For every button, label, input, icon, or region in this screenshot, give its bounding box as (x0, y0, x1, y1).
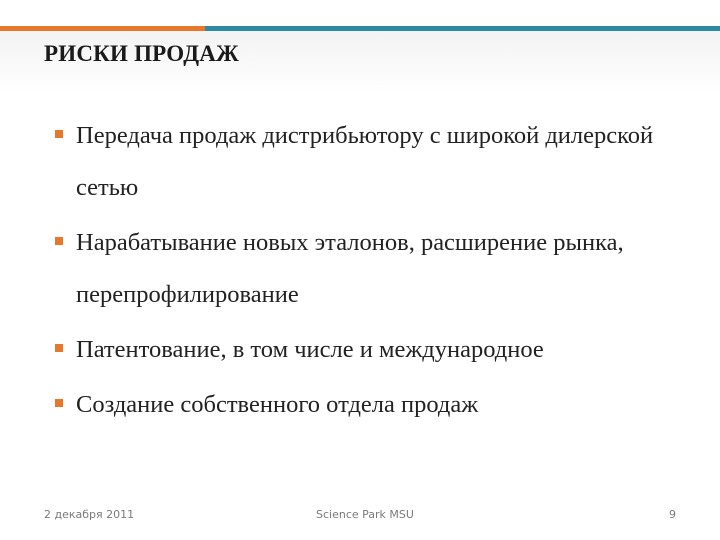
square-bullet-icon (55, 344, 63, 352)
bullet-text: Передача продаж дистрибьютору с широкой дилерской сетью (76, 122, 654, 201)
bullet-item (52, 110, 692, 214)
square-bullet-icon (55, 399, 63, 407)
square-bullet-icon (55, 130, 63, 138)
bullet-text: Патентование, в том числе и международное (76, 336, 544, 363)
bullet-list (52, 110, 692, 434)
footer-date: 2 декабря 2011 (44, 508, 135, 521)
bullet-item (52, 379, 692, 431)
bullet-item (52, 324, 692, 376)
page-number: 9 (669, 508, 676, 521)
bullet-text: Нарабатывание новых эталонов, расширение рынка, перепрофилирование (76, 229, 624, 308)
square-bullet-icon (55, 237, 63, 245)
slide-footer (0, 508, 720, 524)
bullet-text: Создание собственного отдела продаж (76, 391, 479, 418)
slide-title: РИСКИ ПРОДАЖ (44, 41, 239, 66)
footer-organization: Science Park MSU (316, 508, 414, 521)
bullet-item (52, 217, 692, 321)
